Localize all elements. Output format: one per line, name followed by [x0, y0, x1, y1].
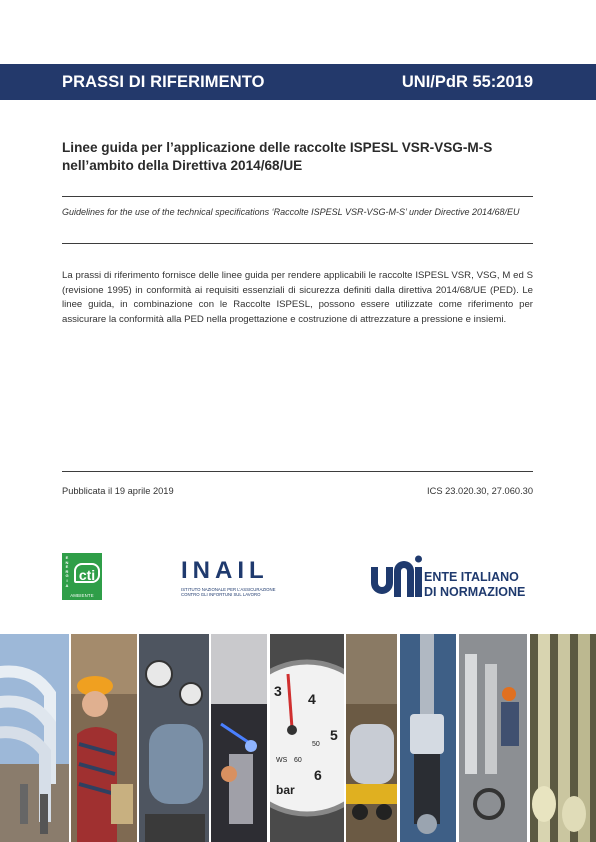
gauge-number-3: 3 — [274, 683, 282, 699]
photo-pressure-gauge — [270, 634, 344, 842]
inail-logo — [181, 559, 291, 597]
gauge-number-6: 6 — [314, 767, 322, 783]
title-line-1: Linee guida per l’applicazione delle raccolte ISPESL VSR-VSG-M-S — [62, 140, 493, 155]
ics-codes: ICS 23.020.30, 27.060.30 — [427, 486, 533, 496]
english-subtitle: Guidelines for the use of the technical specifications ‘Raccolte ISPESL VSR-VSG-M-S’ under Directive 2014/68/EU — [62, 207, 520, 217]
title-line-2: nell’ambito della Direttiva 2014/68/UE — [62, 158, 303, 173]
cti-logo — [62, 553, 102, 600]
uni-mark-icon — [370, 555, 422, 601]
photo-worker-woman — [71, 634, 137, 842]
divider-subtitle — [62, 243, 533, 244]
cti-subtitle: AMBIENTE — [70, 593, 94, 598]
uni-text — [424, 570, 544, 600]
inail-subtitle: ISTITUTO NAZIONALE PER L’ASSICURAZIONE CONTRO GLI INFORTUNI SUL LAVORO — [181, 587, 276, 597]
cti-mark: cti — [74, 563, 100, 583]
uni-line-1: ENTE ITALIANO — [424, 570, 519, 584]
photo-valve — [400, 634, 456, 842]
document-category: PRASSI DI RIFERIMENTO — [62, 73, 265, 91]
gauge-brand: WS — [276, 757, 288, 764]
gauge-number-4: 4 — [308, 691, 316, 707]
photo-tank-truck — [346, 634, 397, 842]
inail-wordmark: INAIL — [181, 557, 269, 584]
photo-plant-worker — [459, 634, 527, 842]
photo-gauges — [139, 634, 209, 842]
publication-date: Pubblicata il 19 aprile 2019 — [62, 486, 174, 496]
gauge-number-5: 5 — [330, 727, 338, 743]
divider-bottom — [62, 471, 533, 472]
photo-welder — [211, 634, 267, 842]
gauge-unit: bar — [276, 783, 295, 797]
divider-top — [62, 196, 533, 197]
photo-pipelines — [0, 634, 69, 842]
gauge-label-60: 60 — [294, 757, 302, 764]
document-code: UNI/PdR 55:2019 — [401, 73, 533, 91]
cti-vertical-letters: E N E R G I A — [65, 555, 69, 588]
photo-pipe-flanges — [530, 634, 596, 842]
gauge-label-50: 50 — [312, 741, 320, 748]
uni-line-2: DI NORMAZIONE — [424, 585, 526, 599]
document-title — [62, 139, 542, 175]
header-banner — [0, 64, 596, 100]
abstract-text: La prassi di riferimento fornisce delle linee guida per rendere applicabili le raccolte ISPESL VSR, VSG, M ed S (revisione 1995) in conformità ai requisiti essenziali di sicurezza definiti dalla direttiva 2014/68/UE (PED). Le linee guida, in combinazione con le Raccolte ISPESL, possono essere utilizzate come riferimento per assicurare la conformità alla PED nella progettazione e costruzione di attrezzature a pressione e insiemi. — [62, 270, 533, 325]
uni-logo — [370, 555, 526, 606]
